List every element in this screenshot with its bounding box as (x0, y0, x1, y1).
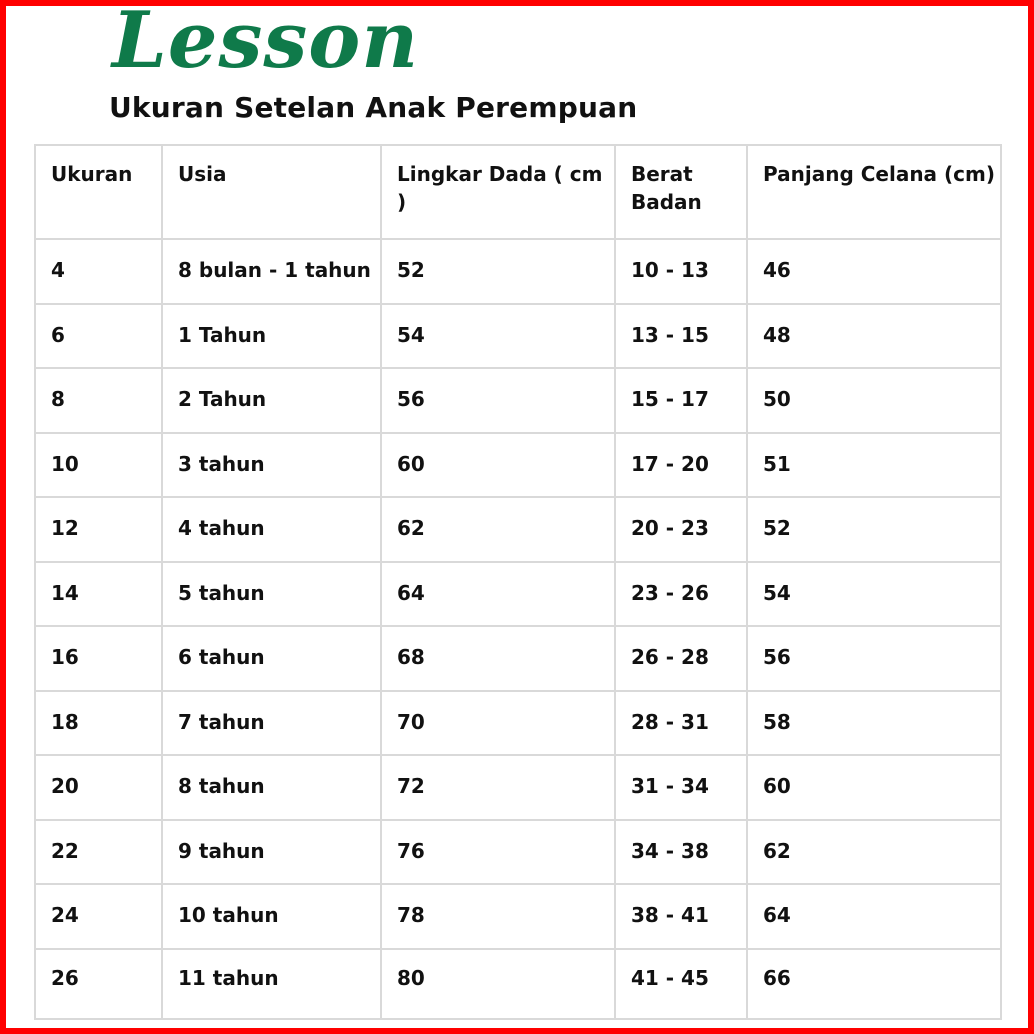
cell-panjang-celana: 60 (747, 755, 1001, 820)
cell-berat-badan: 23 - 26 (615, 562, 747, 627)
table-row (35, 949, 1001, 1019)
cell-berat-badan: 41 - 45 (615, 949, 747, 1019)
cell-usia: 11 tahun (162, 949, 381, 1019)
cell-ukuran: 18 (35, 691, 162, 756)
cell-ukuran: 14 (35, 562, 162, 627)
cell-ukuran: 20 (35, 755, 162, 820)
cell-usia: 4 tahun (162, 497, 381, 562)
table-row (35, 755, 1001, 820)
cell-berat-badan: 38 - 41 (615, 884, 747, 949)
lesson-logo: Lesson (112, 0, 420, 86)
cell-ukuran: 8 (35, 368, 162, 433)
cell-lingkar-dada: 52 (381, 239, 615, 304)
cell-usia: 8 bulan - 1 tahun (162, 239, 381, 304)
table-row (35, 691, 1001, 756)
cell-panjang-celana: 64 (747, 884, 1001, 949)
cell-lingkar-dada: 72 (381, 755, 615, 820)
cell-ukuran: 16 (35, 626, 162, 691)
cell-ukuran: 12 (35, 497, 162, 562)
cell-usia: 1 Tahun (162, 304, 381, 369)
cell-usia: 6 tahun (162, 626, 381, 691)
cell-lingkar-dada: 56 (381, 368, 615, 433)
cell-berat-badan: 28 - 31 (615, 691, 747, 756)
cell-panjang-celana: 54 (747, 562, 1001, 627)
column-header-lingkar-dada: Lingkar Dada ( cm ) (381, 145, 615, 239)
cell-ukuran: 24 (35, 884, 162, 949)
cell-panjang-celana: 48 (747, 304, 1001, 369)
cell-ukuran: 22 (35, 820, 162, 885)
cell-usia: 7 tahun (162, 691, 381, 756)
table-row (35, 239, 1001, 304)
cell-panjang-celana: 51 (747, 433, 1001, 498)
cell-lingkar-dada: 54 (381, 304, 615, 369)
cell-lingkar-dada: 70 (381, 691, 615, 756)
cell-lingkar-dada: 78 (381, 884, 615, 949)
cell-lingkar-dada: 62 (381, 497, 615, 562)
page-title: Ukuran Setelan Anak Perempuan (109, 91, 638, 124)
cell-berat-badan: 26 - 28 (615, 626, 747, 691)
table-row (35, 433, 1001, 498)
cell-panjang-celana: 66 (747, 949, 1001, 1019)
table-row (35, 368, 1001, 433)
cell-berat-badan: 31 - 34 (615, 755, 747, 820)
cell-usia: 8 tahun (162, 755, 381, 820)
cell-panjang-celana: 58 (747, 691, 1001, 756)
cell-panjang-celana: 56 (747, 626, 1001, 691)
cell-berat-badan: 15 - 17 (615, 368, 747, 433)
cell-lingkar-dada: 68 (381, 626, 615, 691)
column-header-panjang-celana: Panjang Celana (cm) (747, 145, 1001, 239)
column-header-ukuran: Ukuran (35, 145, 162, 239)
table-row (35, 626, 1001, 691)
cell-panjang-celana: 52 (747, 497, 1001, 562)
table-row (35, 884, 1001, 949)
cell-ukuran: 26 (35, 949, 162, 1019)
cell-panjang-celana: 50 (747, 368, 1001, 433)
cell-ukuran: 6 (35, 304, 162, 369)
cell-usia: 5 tahun (162, 562, 381, 627)
cell-lingkar-dada: 80 (381, 949, 615, 1019)
cell-usia: 2 Tahun (162, 368, 381, 433)
cell-berat-badan: 17 - 20 (615, 433, 747, 498)
cell-panjang-celana: 46 (747, 239, 1001, 304)
cell-lingkar-dada: 60 (381, 433, 615, 498)
table-row (35, 304, 1001, 369)
cell-berat-badan: 20 - 23 (615, 497, 747, 562)
size-chart-table (34, 144, 1002, 1020)
cell-berat-badan: 13 - 15 (615, 304, 747, 369)
cell-berat-badan: 10 - 13 (615, 239, 747, 304)
cell-lingkar-dada: 76 (381, 820, 615, 885)
table-row (35, 820, 1001, 885)
table-header-row (35, 145, 1001, 239)
table-row (35, 497, 1001, 562)
cell-ukuran: 10 (35, 433, 162, 498)
cell-lingkar-dada: 64 (381, 562, 615, 627)
cell-panjang-celana: 62 (747, 820, 1001, 885)
cell-usia: 9 tahun (162, 820, 381, 885)
cell-usia: 10 tahun (162, 884, 381, 949)
column-header-usia: Usia (162, 145, 381, 239)
cell-usia: 3 tahun (162, 433, 381, 498)
column-header-berat-badan: Berat Badan (615, 145, 747, 239)
table-row (35, 562, 1001, 627)
cell-ukuran: 4 (35, 239, 162, 304)
cell-berat-badan: 34 - 38 (615, 820, 747, 885)
